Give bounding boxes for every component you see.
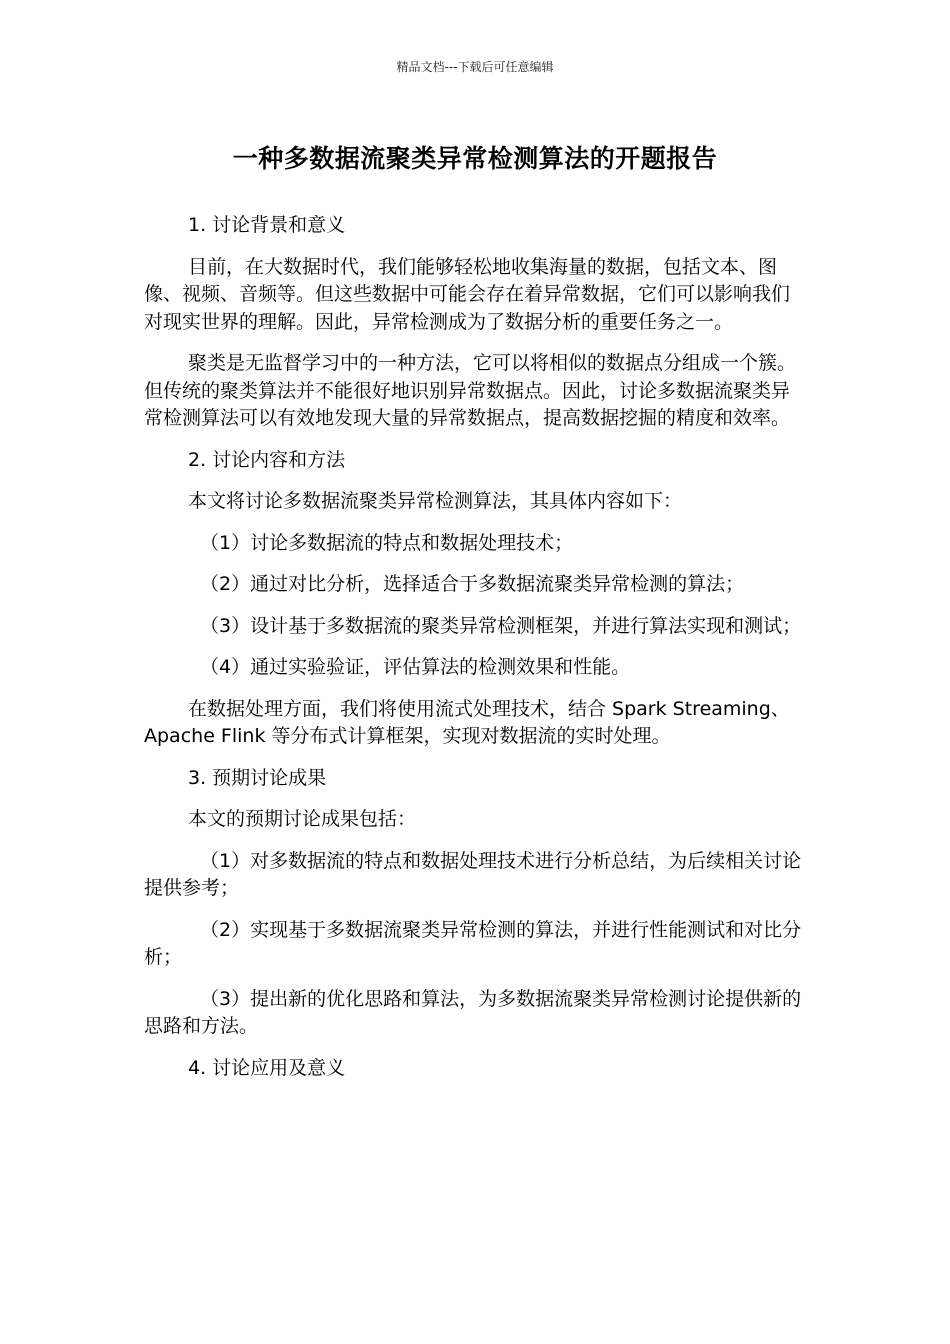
- section-heading-content-method: 2. 讨论内容和方法: [188, 448, 346, 471]
- paragraph: 本文的预期讨论成果包括：: [188, 808, 417, 830]
- paragraph: 目前，在大数据时代，我们能够轻松地收集海量的数据，包括文本、图像、视频、音频等。但这些数据中可能会存在着异常数据，它们可以影响我们对现实世界的理解。因此，异常检测成为了数据分析的重要任务之一。: [144, 255, 791, 333]
- paragraph: 聚类是无监督学习中的一种方法，它可以将相似的数据点分组成一个簇。但传统的聚类算法并不能很好地识别异常数据点。因此，讨论多数据流聚类异常检测算法可以有效地发现大量的异常数据点，提高数据挖掘的精度和效率。: [144, 352, 797, 429]
- page-header: 精品文档---下载后可任意编辑: [396, 60, 554, 74]
- section-heading-expected-results: 3. 预期讨论成果: [188, 766, 327, 789]
- list-item: （3）设计基于多数据流的聚类异常检测框架，并进行算法实现和测试；: [200, 614, 802, 637]
- document-body: [144, 212, 806, 1096]
- document-title: 一种多数据流聚类异常检测算法的开题报告: [232, 144, 718, 173]
- list-item: （1）对多数据流的特点和数据处理技术进行分析总结，为后续相关讨论提供参考；: [144, 849, 802, 899]
- section-heading-application: 4. 讨论应用及意义: [188, 1056, 346, 1079]
- paragraph: 在数据处理方面，我们将使用流式处理技术，结合 Spark Streaming、Apache Flink 等分布式计算框架，实现对数据流的实时处理。: [144, 697, 790, 747]
- list-item: （3）提出新的优化思路和算法，为多数据流聚类异常检测讨论提供新的思路和方法。: [144, 987, 802, 1037]
- section-heading-background: 1. 讨论背景和意义: [188, 214, 346, 236]
- list-item: （4）通过实验验证，评估算法的检测效果和性能。: [200, 656, 631, 678]
- list-item: （2）通过对比分析，选择适合于多数据流聚类异常检测的算法；: [200, 573, 745, 595]
- paragraph: 本文将讨论多数据流聚类异常检测算法，其具体内容如下：: [188, 490, 683, 512]
- list-item: （2）实现基于多数据流聚类异常检测的算法，并进行性能测试和对比分析；: [144, 918, 802, 968]
- list-item: （1）讨论多数据流的特点和数据处理技术；: [200, 531, 574, 554]
